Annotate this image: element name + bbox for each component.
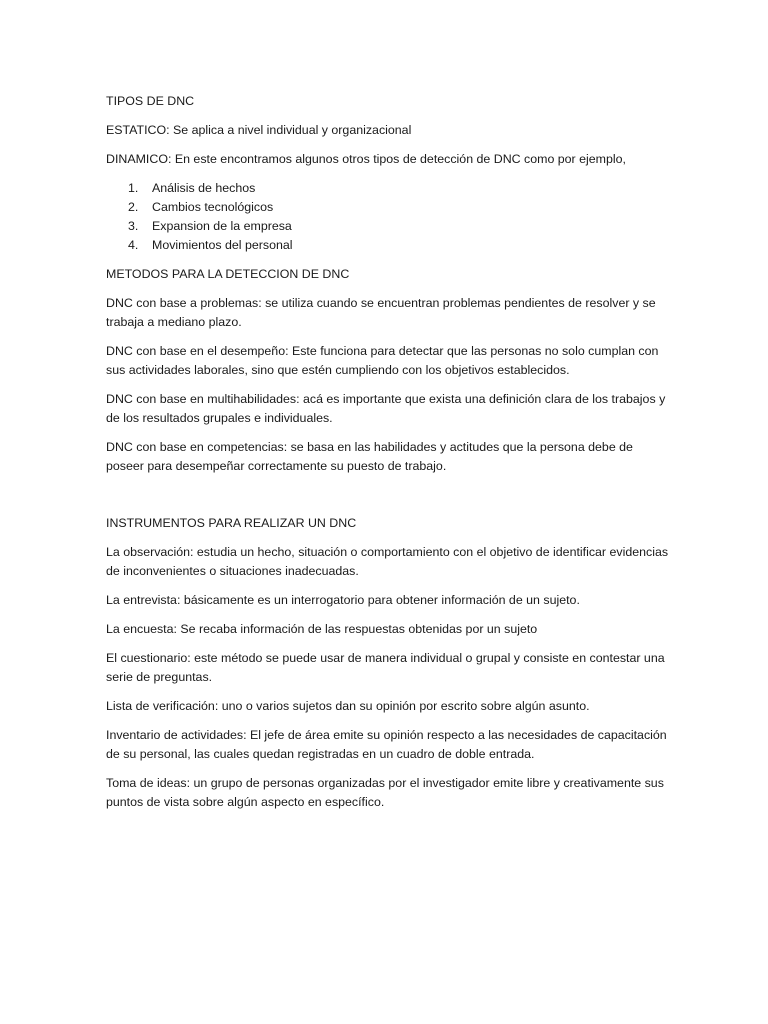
paragraph-instrumento: La entrevista: básicamente es un interrogatorio para obtener información de un sujeto.	[106, 593, 580, 607]
paragraph-metodo: DNC con base en multihabilidades: acá es importante que exista una definición clara de los trabajos y de los resultados grupales e individuales.	[106, 392, 666, 425]
list-item-text: Movimientos del personal	[152, 238, 293, 252]
paragraph-metodo: DNC con base en el desempeño: Este funciona para detectar que las personas no solo cumplan con sus actividades laborales, sino que estén cumpliendo con los objetivos establecidos.	[106, 344, 659, 377]
list-item-text: Análisis de hechos	[152, 181, 256, 195]
heading-tipos: TIPOS DE DNC	[106, 94, 195, 108]
document-page	[106, 92, 674, 822]
heading-metodos: METODOS PARA LA DETECCION DE DNC	[106, 267, 350, 281]
heading-instrumentos: INSTRUMENTOS PARA REALIZAR UN DNC	[106, 516, 357, 530]
paragraph-estatico: ESTATICO: Se aplica a nivel individual y organizacional	[106, 123, 412, 137]
paragraph-instrumento: La observación: estudia un hecho, situación o comportamiento con el objetivo de identificar evidencias de inconvenientes o situaciones inadecuadas.	[106, 545, 669, 578]
paragraph-instrumento: Inventario de actividades: El jefe de área emite su opinión respecto a las necesidades de capacitación de su personal, las cuales quedan registradas en un cuadro de doble entrada.	[106, 728, 667, 761]
paragraph-instrumento: La encuesta: Se recaba información de las respuestas obtenidas por un sujeto	[106, 622, 538, 636]
list-item-number: 2.	[128, 200, 139, 214]
list-item-text: Expansion de la empresa	[152, 219, 292, 233]
paragraph-instrumento: Lista de verificación: uno o varios sujetos dan su opinión por escrito sobre algún asunto.	[106, 699, 590, 713]
list-item	[106, 236, 674, 255]
dinamico-list	[106, 179, 674, 255]
paragraph-metodo: DNC con base a problemas: se utiliza cuando se encuentran problemas pendientes de resolver y se trabaja a mediano plazo.	[106, 296, 656, 329]
section-gap	[106, 486, 674, 514]
list-item	[106, 179, 674, 198]
list-item-text: Cambios tecnológicos	[152, 200, 274, 214]
paragraph-instrumento: Toma de ideas: un grupo de personas organizadas por el investigador emite libre y creativamente sus puntos de vista sobre algún aspecto en específico.	[106, 776, 664, 809]
paragraph-metodo: DNC con base en competencias: se basa en las habilidades y actitudes que la persona debe de poseer para desempeñar correctamente su puesto de trabajo.	[106, 440, 633, 473]
list-item	[106, 198, 674, 217]
list-item-number: 1.	[128, 181, 139, 195]
paragraph-dinamico: DINAMICO: En este encontramos algunos otros tipos de detección de DNC como por ejemplo,	[106, 152, 626, 166]
list-item-number: 3.	[128, 219, 139, 233]
list-item-number: 4.	[128, 238, 139, 252]
paragraph-instrumento: El cuestionario: este método se puede usar de manera individual o grupal y consiste en contestar una serie de preguntas.	[106, 651, 665, 684]
list-item	[106, 217, 674, 236]
